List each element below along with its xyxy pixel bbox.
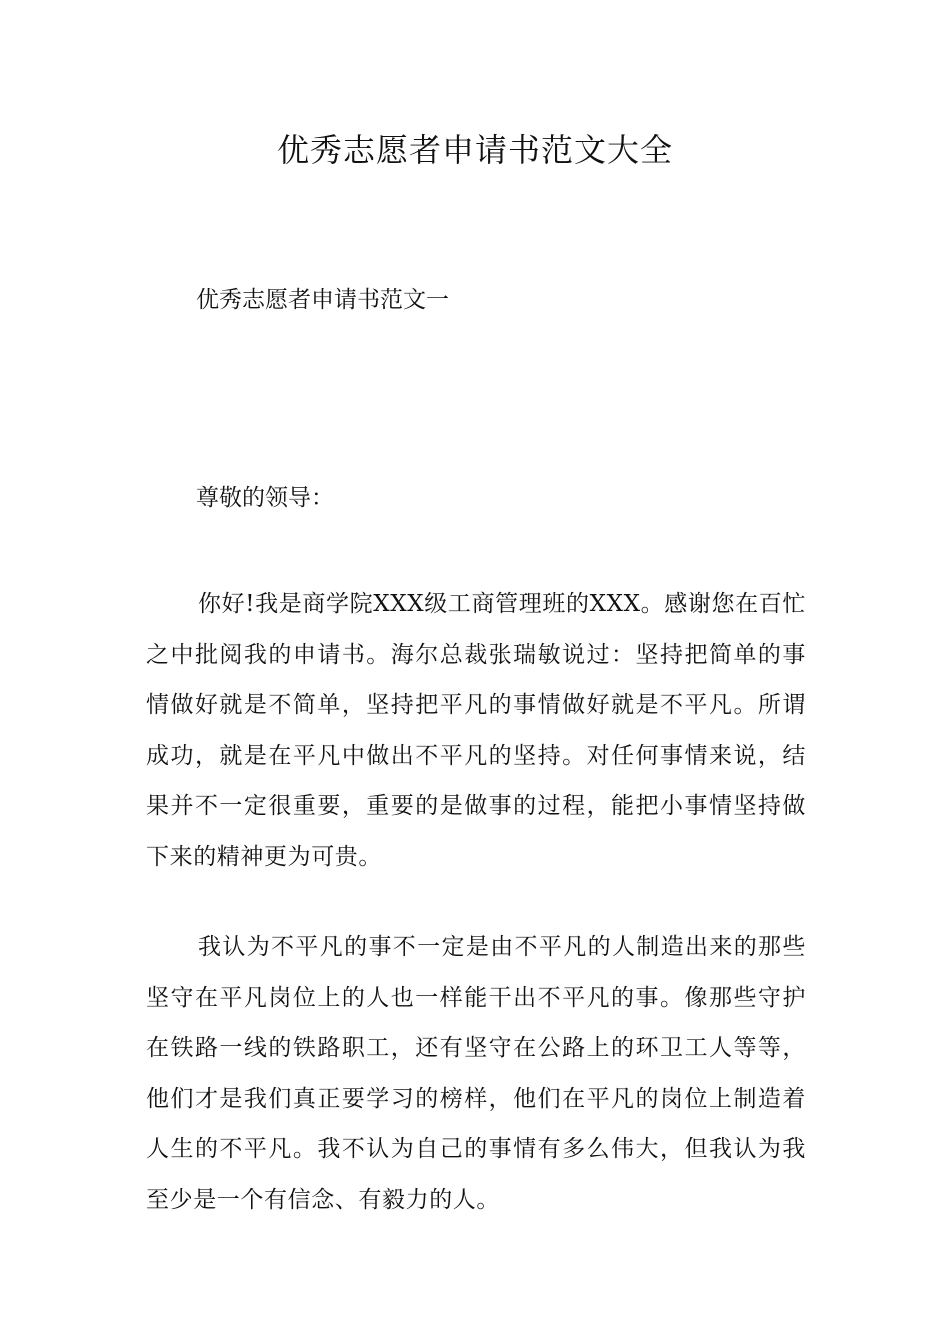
document-subtitle: 优秀志愿者申请书范文一 [196, 287, 449, 313]
body-paragraph-2: 我认为不平凡的事不一定是由不平凡的人制造出来的那些坚守在平凡岗位上的人也一样能干出不平凡的事。像那些守护在铁路一线的铁路职工，还有坚守在公路上的环卫工人等等，他们才是我们真正要学习的榜样，他们在平凡的岗位上制造着人生的不平凡。我不认为自己的事情有多么伟大，但我认为我至少是一个有信念、有毅力的人。 [146, 934, 806, 1213]
salutation: 尊敬的领导： [196, 485, 334, 511]
document-title: 优秀志愿者申请书范文大全 [276, 131, 673, 169]
body-paragraph-1: 你好!我是商学院XXX级工商管理班的XXX。感谢您在百忙之中批阅我的申请书。海尔总裁张瑞敏说过：坚持把简单的事情做好就是不简单，坚持把平凡的事情做好就是不平凡。所谓成功，就是在平凡中做出不平凡的坚持。对任何事情来说，结果并不一定很重要，重要的是做事的过程，能把小事情坚持做下来的精神更为可贵。 [146, 591, 806, 870]
